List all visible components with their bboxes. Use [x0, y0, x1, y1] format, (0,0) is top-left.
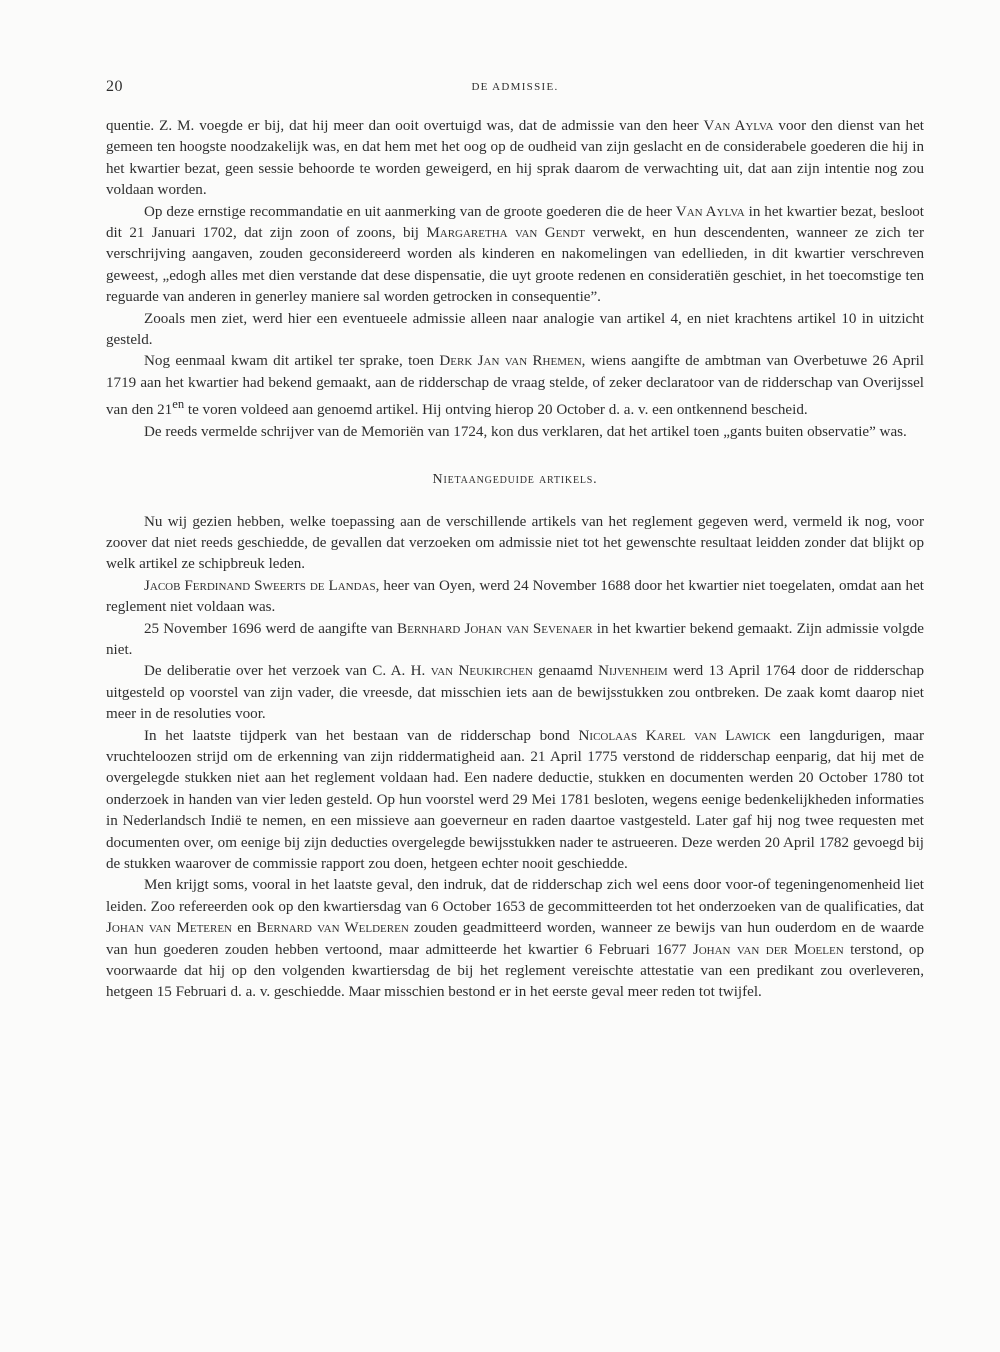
- paragraph: [106, 309, 924, 352]
- person-name: Derk Jan van Rhemen: [439, 353, 582, 370]
- section-heading: Nietaangeduide artikels.: [432, 472, 598, 488]
- person-name: Bernard van Welderen: [256, 920, 409, 937]
- paragraph: [106, 422, 924, 443]
- text-run: te voren voldeed aan genoemd artikel. Hij ontving hierop 20 October d. a. v. een ontkennend bescheid.: [184, 402, 808, 419]
- text-run: De reeds vermelde schrijver van de Memoriën van 1724, kon dus verklaren, dat het artikel toen „gants buiten observatie” was.: [144, 423, 907, 440]
- text-run: Op deze ernstige recommandatie en uit aanmerking van de groote goederen die de heer: [144, 203, 676, 220]
- person-name: Margaretha van Gendt: [426, 225, 585, 242]
- paragraph: [106, 351, 924, 421]
- text-run: genaamd: [532, 663, 599, 680]
- person-name: Nijvenheim: [598, 663, 668, 680]
- person-name: Van Aylva: [675, 203, 745, 220]
- paragraph: [106, 619, 924, 662]
- text-run: 25 November 1696 werd de aangifte van: [144, 620, 398, 637]
- body-text: [106, 116, 924, 1004]
- paragraph: [106, 726, 924, 876]
- text-run: zouden geadmitteerd worden, wanneer ze bewijs van hun ouderdom en de waarde van hun goederen zouden hebben vertoond, maar admitteerde het kwartier 6 Februari 1677: [106, 920, 924, 958]
- text-run: Men krijgt soms, vooral in het laatste geval, den indruk, dat de ridderschap zich wel eens door voor-of tegeningenomenheid liet leiden. Zoo refereerden ook op den kwartiersdag van 6 October 1653 de gecommitteerden tot het onderzoeken van de qualificaties, dat: [106, 877, 924, 915]
- person-name: Johan van der Moelen: [692, 941, 844, 958]
- person-name: van Neukirchen: [430, 663, 533, 680]
- paragraph: [106, 116, 924, 202]
- paragraph: [106, 875, 924, 1003]
- paragraph: [106, 202, 924, 309]
- paragraph: [106, 512, 924, 576]
- text-run: quentie. Z. M. voegde er bij, dat hij meer dan ooit overtuigd was, dat de admissie van den heer: [106, 118, 704, 134]
- page-header: [106, 78, 924, 100]
- text-run: , wiens aangifte de ambtman van Overbetuwe 26 April 1719 aan het kwartier had bekend gemaakt, aan de ridderschap de vraag stelde, of zeker declaratoor van de ridderschap van Overijssel van den 21: [106, 353, 925, 419]
- text-run: een langdurigen, maar vruchteloozen strijd om de erkenning van zijn riddermatigheid aan. 21 April 1775 verstond de ridderschap eenparig, dat hij met de overgelegde stukken niet aan het reglement voldaan had. Een nadere deductie, stukken en documenten werden 20 October 1780 tot onderzoek in handen van vier leden gesteld. Op hun voorstel werd 29 Mei 1781 besloten, wegens eenige bedenkelijkheden informaties in Nederlandsch Indië te nemen, en een missieve aan goeverneur en raden daartoe vastgesteld. Later gaf hij nog twee requesten met documenten over, om eenige bij zijn deducties overgelegde bewijsstukken nader te astrueeren. Deze werden 20 April 1782 gevoegd bij de stukken waarover de commissie rapport zou doen, hetgeen echter nooit geschiedde.: [106, 727, 924, 873]
- text-run: Nu wij gezien hebben, welke toepassing aan de verschillende artikels van het reglement gegeven werd, vermeld ik nog, voor zoover dat niet reeds geschiedde, de gevallen dat verzoeken om admissie niet tot het gewenschte resultaat leidden zonder dat blijkt op welk artikel ze schipbreuk leden.: [106, 513, 924, 573]
- text-run: voor den dienst van het gemeen ten hoogste noodzakelijk was, en dat hem met het oog op de oudheid van zijn geslacht en de considerabele goederen die hij in het kwartier bezat, geen sessie behoorde te worden geweigerd, en hij sprak daarom de verwachting uit, dat aan zijn intentie nog zou voldaan worden.: [106, 118, 924, 199]
- text-run: in het kwartier bezat, besloot dit 21 Januari 1702, dat zijn zoon of zoons, bij: [106, 203, 924, 242]
- person-name: Jacob Ferdinand Sweerts de Landas: [144, 577, 376, 594]
- text-run: Nog eenmaal kwam dit artikel ter sprake, toen: [144, 353, 440, 370]
- superscript: en: [172, 397, 185, 412]
- person-name: Bernhard Johan van Sevenaer: [397, 620, 593, 637]
- text-run: terstond, op voorwaarde dat hij op den volgenden kwartiersdag de bij het reglement vereischte attestatie van een predikant zou overleveren, hetgeen 15 Februari d. a. v. geschiedde. Maar misschien bestond er in het eerste geval meer reden tot twijfel.: [106, 941, 924, 1001]
- text-run: werd 13 April 1764 door de ridderschap uitgesteld op voorstel van zijn vader, die vreesde, dat misschien iets aan de bewijsstukken zou ontbreken. De zaak komt daarop niet meer in de resoluties voor.: [106, 663, 924, 723]
- paragraph: [106, 661, 924, 725]
- person-name: Nicolaas Karel van Lawick: [578, 727, 771, 744]
- paragraph: [106, 576, 924, 619]
- text-run: en: [232, 920, 257, 937]
- text-run: , heer van Oyen, werd 24 November 1688 door het kwartier niet toegelaten, omdat aan het reglement niet voldaan was.: [106, 577, 924, 616]
- running-title: DE ADMISSIE.: [471, 81, 559, 93]
- page-number: 20: [106, 78, 123, 95]
- text-run: verwekt, en hun descendenten, wanneer ze zich ter verschrijving aangaven, zouden geconsidereerd worden als kinderen en nakomelingen van edellieden, in dit kwartier verschreven geweest, „edogh alles met dien verstande dat dese dispensatie, die uyt groote redenen en consideratiën geschiet, in het toecomstige ten reguarde van anderen in generley maniere sal worden getrocken in consequentie”.: [106, 225, 924, 306]
- text-run: in het kwartier bekend gemaakt. Zijn admissie volgde niet.: [106, 620, 925, 658]
- person-name: Johan van Meteren: [106, 920, 233, 937]
- text-run: In het laatste tijdperk van het bestaan van de ridderschap bond: [144, 727, 579, 744]
- text-run: De deliberatie over het verzoek van C. A. H.: [144, 663, 431, 680]
- person-name: Van Aylva: [703, 118, 774, 134]
- text-run: Zooals men ziet, werd hier een eventueele admissie alleen naar analogie van artikel 4, en niet krachtens artikel 10 in uitzicht gesteld.: [106, 310, 924, 349]
